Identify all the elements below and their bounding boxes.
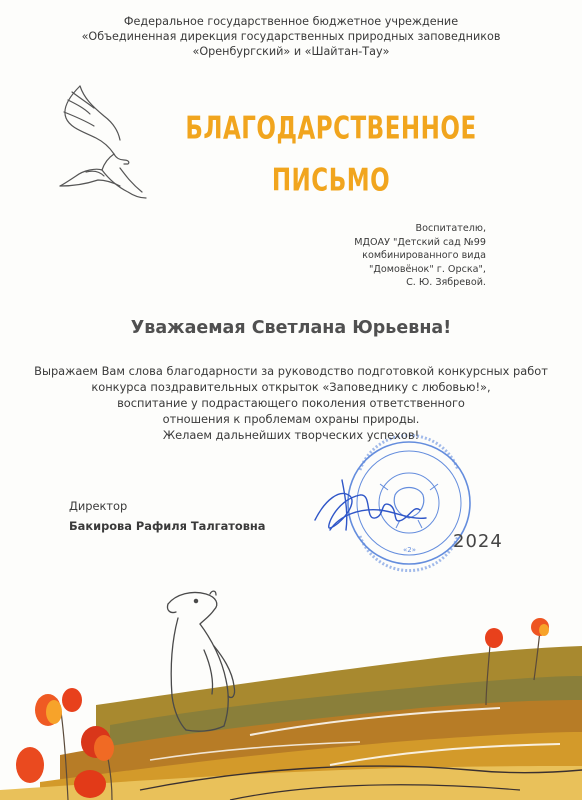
stamp-icon: [348, 435, 470, 570]
body-line: конкурса поздравительных открыток «Заповеднику с любовью!»,: [91, 380, 491, 394]
recipient-line: комбинированного вида: [362, 250, 486, 262]
body-text: [0, 363, 582, 443]
body-line: отношения к проблемам охраны природы.: [162, 412, 420, 426]
director-title: Директор: [69, 499, 128, 513]
header-line: «Объединенная дирекция государственных природных заповедников: [81, 30, 501, 43]
document-title: БЛАГОДАРСТВЕННОЕ: [185, 111, 477, 147]
recipient-line: "Домовёнок" г. Орска",: [368, 263, 486, 275]
body-line: воспитание у подрастающего поколения ответственного: [117, 396, 465, 410]
greeting: Уважаемая Светлана Юрьевна!: [130, 318, 452, 338]
director-name: Бакирова Рафиля Талгатовна: [69, 519, 266, 533]
body-line: Выражаем Вам слова благодарности за руководство подготовкой конкурсных работ: [34, 364, 548, 378]
recipient-line: МДОАУ "Детский сад №99: [354, 236, 486, 248]
header-line: Федеральное государственное бюджетное учреждение: [123, 15, 459, 28]
body-line: Желаем дальнейших творческих успехов!: [162, 428, 420, 442]
document-title-second-line: ПИСЬМО: [271, 163, 391, 199]
recipient-line: С. Ю. Зябревой.: [406, 277, 486, 289]
recipient-line: Воспитателю,: [415, 223, 486, 234]
year: 2024: [453, 531, 503, 552]
svg-text:«2»: «2»: [403, 546, 417, 554]
organization-header: [0, 14, 582, 59]
recipient-block: [354, 222, 486, 290]
header-line: «Оренбургский» и «Шайтан-Тау»: [192, 45, 390, 58]
